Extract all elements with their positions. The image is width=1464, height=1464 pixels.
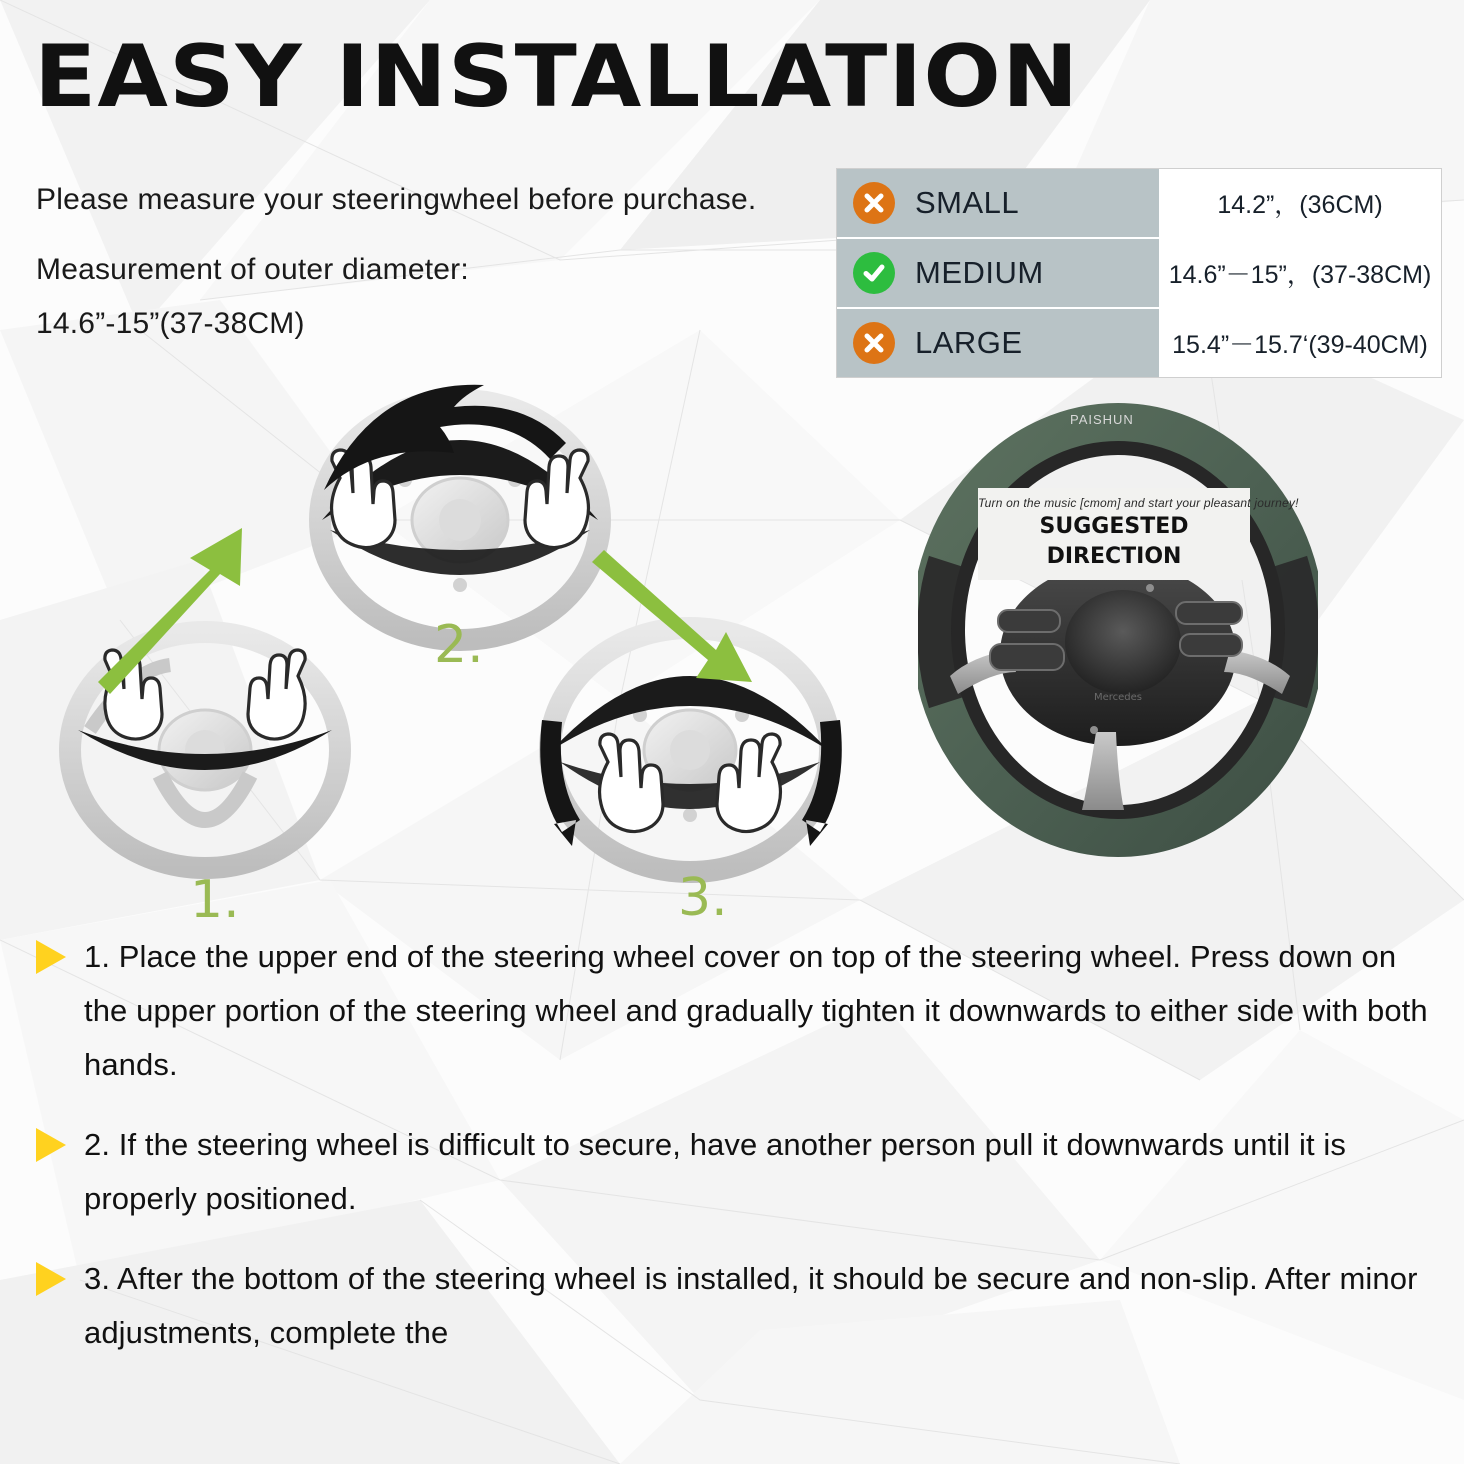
instruction-list xyxy=(36,930,1436,1386)
table-row xyxy=(837,169,1441,237)
size-label-small: SMALL xyxy=(915,185,1020,220)
list-item xyxy=(36,1118,1436,1226)
size-table xyxy=(836,168,1442,378)
size-row-small-left xyxy=(837,169,1159,237)
suggested-direction-tag xyxy=(978,488,1299,580)
intro-line-3: 14.6”-15”(37-38CM) xyxy=(36,307,305,340)
check-icon xyxy=(853,252,895,294)
size-value-large: 15.4”－15.7‘(39-40CM) xyxy=(1159,309,1441,377)
page-title: EASY INSTALLATION xyxy=(34,27,1080,127)
step-number-2: 2. xyxy=(434,615,484,675)
triangle-bullet-icon xyxy=(36,1128,66,1162)
intro-line-2: Measurement of outer diameter: xyxy=(36,253,469,286)
product-photo xyxy=(918,392,1318,892)
installation-illustration xyxy=(0,360,930,930)
size-value-small: 14.2”，(36CM) xyxy=(1159,169,1441,237)
intro-text xyxy=(36,174,826,350)
table-row xyxy=(837,237,1441,307)
size-label-large: LARGE xyxy=(915,325,1023,360)
green-arrow-down xyxy=(592,550,752,682)
svg-text:Mercedes: Mercedes xyxy=(1093,692,1143,703)
step-number-1: 1. xyxy=(190,870,240,930)
list-item xyxy=(36,930,1436,1092)
size-label-medium: MEDIUM xyxy=(915,255,1044,290)
triangle-bullet-icon xyxy=(36,1262,66,1296)
instruction-text-1: 1. Place the upper end of the steering wheel cover on top of the steering wheel. Press down on the upper portion of the steering wheel and gradually tighten it downwards to either side with both hands. xyxy=(84,939,1428,1082)
triangle-bullet-icon xyxy=(36,940,66,974)
brand-label: PAISHUN xyxy=(1070,412,1134,427)
list-item xyxy=(36,1252,1436,1360)
size-row-medium-left xyxy=(837,239,1159,307)
cross-icon xyxy=(853,322,895,364)
size-value-medium: 14.6”－15”，(37-38CM) xyxy=(1159,239,1441,307)
instruction-text-3: 3. After the bottom of the steering wheel is installed, it should be secure and non-slip. After minor adjustments, complete the xyxy=(84,1261,1418,1350)
step-number-3: 3. xyxy=(678,868,728,928)
suggested-direction-line-2: DIRECTION xyxy=(1046,544,1182,569)
intro-line-1: Please measure your steeringwheel before purchase. xyxy=(36,183,757,216)
suggested-direction-line-1: SUGGESTED xyxy=(1039,514,1189,539)
suggested-direction-subtitle: Turn on the music [cmom] and start your pleasant journey! xyxy=(978,496,1299,510)
instruction-text-2: 2. If the steering wheel is difficult to secure, have another person pull it downwards until it is properly positioned. xyxy=(84,1127,1346,1216)
cross-icon xyxy=(853,182,895,224)
